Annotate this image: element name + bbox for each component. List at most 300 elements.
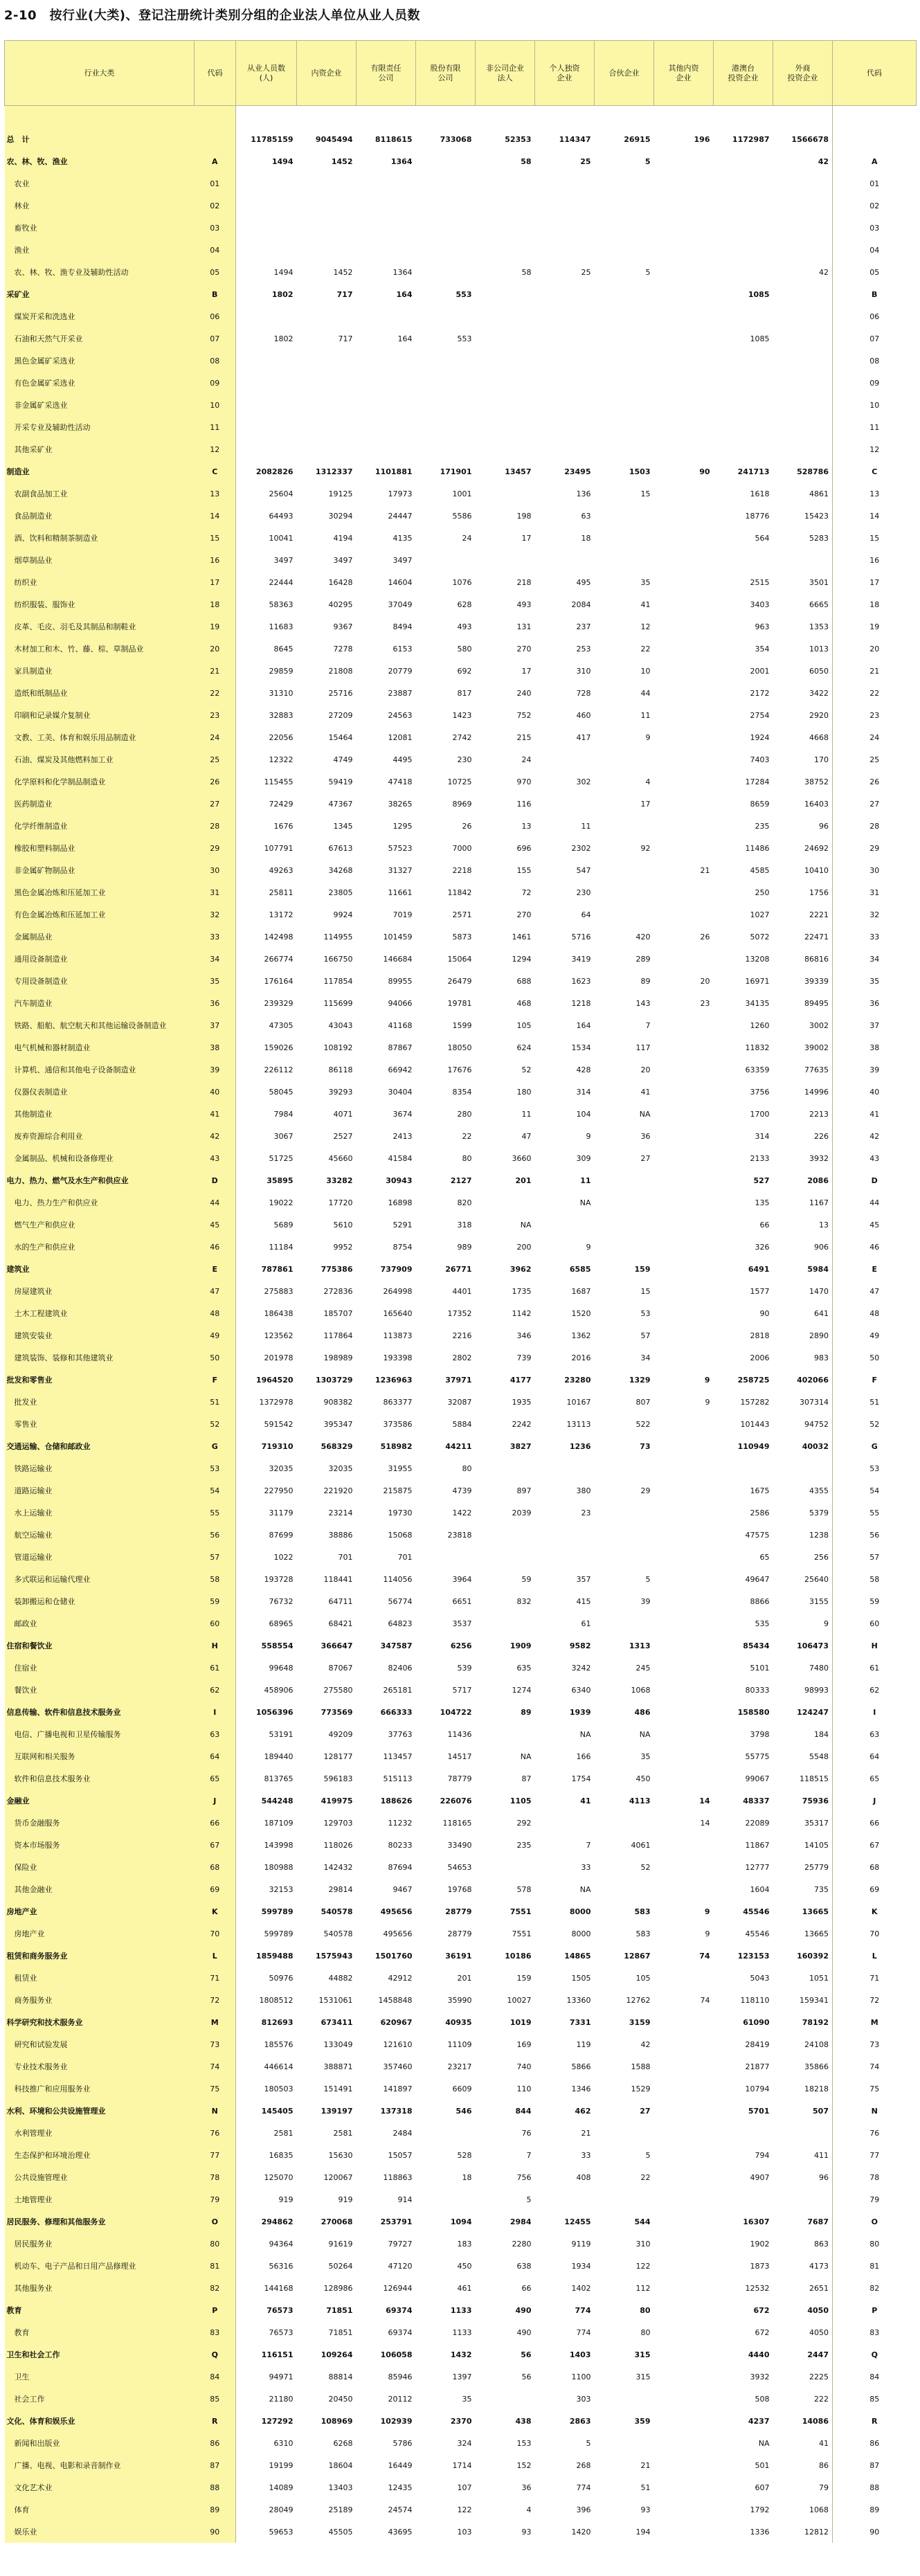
value-cell: 16307: [743, 2217, 770, 2226]
value-cell: 41584: [388, 1153, 413, 1163]
value-cell: 185707: [323, 1308, 353, 1318]
code-cell: 13: [195, 483, 236, 505]
value-cell: 539: [457, 1663, 472, 1673]
value-cell: 19730: [388, 1508, 413, 1517]
value-cell: 717: [338, 334, 353, 343]
value-cell: [297, 106, 357, 129]
code-cell: I: [833, 1701, 917, 1723]
value-cell: 527: [753, 1176, 770, 1185]
table-row: [5, 1546, 917, 1568]
value-cell: [357, 394, 416, 416]
value-cell: 1714: [452, 2460, 472, 2470]
value-cell: 9: [645, 732, 651, 742]
industry-cell: 房地产业: [5, 1900, 195, 1922]
value-cell: [595, 815, 654, 837]
value-cell: 9952: [333, 1242, 353, 1252]
value-cell: 101459: [383, 932, 413, 942]
code-cell: L: [833, 1945, 917, 1967]
table-row: [5, 195, 917, 217]
code-cell: 16: [195, 549, 236, 571]
value-cell: 6268: [333, 2438, 353, 2448]
industry-cell: 金属制品、机械和设备修理业: [5, 1147, 195, 1169]
section-row: [5, 1701, 917, 1723]
value-cell: [535, 106, 595, 129]
value-cell: 49647: [745, 1574, 770, 1584]
value-cell: [297, 239, 357, 261]
value-cell: [595, 372, 654, 394]
value-cell: 193398: [383, 1353, 413, 1362]
table-row: [5, 793, 917, 815]
value-cell: 1402: [571, 2283, 591, 2293]
value-cell: 158580: [737, 1707, 770, 1717]
value-cell: 2280: [512, 2239, 532, 2249]
value-cell: 501: [755, 2460, 770, 2470]
value-cell: 151491: [323, 2084, 353, 2093]
industry-cell: 化学纤维制造业: [5, 815, 195, 837]
value-cell: 583: [634, 1907, 651, 1916]
code-cell: 40: [195, 1081, 236, 1103]
value-cell: 607: [755, 2483, 770, 2492]
industry-cell: 渔业: [5, 239, 195, 261]
value-cell: 3403: [750, 600, 770, 609]
industry-cell: 石油和天然气开采业: [5, 327, 195, 350]
value-cell: 25189: [328, 2505, 353, 2514]
value-cell: [773, 239, 833, 261]
value-cell: 3242: [571, 1663, 591, 1673]
value-cell: 3497: [393, 555, 413, 565]
value-cell: 14996: [804, 1087, 829, 1097]
value-cell: [654, 2033, 714, 2055]
industry-cell: 造纸和纸制品业: [5, 682, 195, 704]
value-cell: [595, 350, 654, 372]
table-row: [5, 416, 917, 438]
value-cell: 24563: [388, 710, 413, 720]
value-cell: 226112: [264, 1065, 294, 1074]
value-cell: 7: [526, 2150, 532, 2160]
value-cell: 33: [581, 1862, 591, 1872]
value-cell: 12: [640, 622, 651, 631]
value-cell: [654, 1413, 714, 1435]
value-cell: 1902: [750, 2239, 770, 2249]
industry-cell: 科学研究和技术服务业: [5, 2011, 195, 2033]
value-cell: 90: [699, 467, 710, 476]
value-cell: 310: [576, 666, 591, 676]
code-cell: 04: [195, 239, 236, 261]
table-row: [5, 217, 917, 239]
value-cell: 2218: [452, 865, 472, 875]
value-cell: 495: [576, 577, 591, 587]
value-cell: 6491: [748, 1264, 770, 1274]
code-cell: 28: [195, 815, 236, 837]
value-cell: 774: [576, 2483, 591, 2492]
value-cell: [416, 239, 476, 261]
code-cell: 24: [195, 726, 236, 748]
table-row: [5, 1679, 917, 1701]
value-cell: 66942: [388, 1065, 413, 1074]
value-cell: [654, 2343, 714, 2366]
value-cell: 1924: [750, 732, 770, 742]
value-cell: 1346: [571, 2084, 591, 2093]
value-cell: 66: [521, 2283, 532, 2293]
value-cell: 14086: [802, 2416, 829, 2426]
value-cell: 3067: [273, 1131, 294, 1141]
value-cell: [236, 195, 297, 217]
code-cell: 80: [833, 2233, 917, 2255]
value-cell: 39293: [328, 1087, 353, 1097]
value-cell: [773, 350, 833, 372]
value-cell: 35317: [804, 1818, 829, 1828]
value-cell: 235: [516, 1840, 532, 1850]
code-cell: 43: [195, 1147, 236, 1169]
value-cell: 6050: [809, 666, 829, 676]
code-cell: 59: [833, 1590, 917, 1612]
code-cell: 22: [833, 682, 917, 704]
industry-cell: 卫生: [5, 2366, 195, 2388]
code-cell: 57: [833, 1546, 917, 1568]
value-cell: [476, 239, 535, 261]
value-cell: [654, 837, 714, 859]
value-cell: 696: [516, 843, 532, 853]
value-cell: 7984: [273, 1109, 294, 1119]
table-row: [5, 1324, 917, 1346]
code-cell: 67: [833, 1834, 917, 1856]
value-cell: 21877: [745, 2062, 770, 2071]
value-cell: 357460: [383, 2062, 413, 2071]
value-cell: 5283: [809, 533, 829, 543]
value-cell: 294862: [261, 2217, 294, 2226]
value-cell: [416, 261, 476, 283]
value-cell: 18604: [328, 2460, 353, 2470]
code-cell: 64: [195, 1745, 236, 1767]
value-cell: 1312337: [315, 467, 353, 476]
value-cell: [654, 682, 714, 704]
code-cell: 46: [195, 1236, 236, 1258]
value-cell: 89955: [388, 976, 413, 986]
value-cell: 54653: [447, 1862, 472, 1872]
code-cell: 57: [195, 1546, 236, 1568]
value-cell: 1700: [750, 1109, 770, 1119]
value-cell: [595, 283, 654, 305]
value-cell: 21: [581, 2128, 591, 2138]
code-cell: 01: [833, 172, 917, 195]
code-cell: B: [833, 283, 917, 305]
value-cell: 908382: [323, 1397, 353, 1407]
code-cell: P: [833, 2299, 917, 2321]
industry-cell: 商务服务业: [5, 1989, 195, 2011]
value-cell: 6256: [450, 1641, 472, 1650]
value-cell: 26: [700, 932, 710, 942]
value-cell: 23217: [447, 2062, 472, 2071]
value-cell: 1756: [809, 888, 829, 897]
value-cell: 468: [516, 998, 532, 1008]
value-cell: 221920: [323, 1486, 353, 1495]
value-cell: 303: [576, 2394, 591, 2404]
value-cell: [654, 438, 714, 460]
table-row: [5, 483, 917, 505]
value-cell: NA: [639, 1729, 651, 1739]
value-cell: 184: [814, 1729, 829, 1739]
value-cell: 5866: [571, 2062, 591, 2071]
value-cell: 17973: [388, 489, 413, 498]
value-cell: [654, 2277, 714, 2299]
code-cell: 70: [195, 1922, 236, 1945]
value-cell: 666333: [380, 1707, 413, 1717]
value-cell: 71851: [326, 2305, 353, 2315]
value-cell: 1802: [273, 334, 294, 343]
value-cell: 1236: [569, 1441, 591, 1451]
table-row: [5, 1502, 917, 1524]
value-cell: 3002: [809, 1020, 829, 1030]
value-cell: [297, 372, 357, 394]
code-cell: 55: [833, 1502, 917, 1524]
value-cell: 583: [635, 1929, 651, 1938]
value-cell: 3537: [452, 1619, 472, 1628]
value-cell: 450: [457, 2261, 472, 2271]
value-cell: [416, 195, 476, 217]
value-cell: 30294: [328, 511, 353, 521]
value-cell: 183: [457, 2239, 472, 2249]
value-cell: 2581: [333, 2128, 353, 2138]
value-cell: 2754: [750, 710, 770, 720]
code-cell: 03: [195, 217, 236, 239]
value-cell: 673411: [321, 2017, 353, 2027]
code-cell: 51: [833, 1391, 917, 1413]
value-cell: [714, 438, 773, 460]
value-cell: 983: [814, 1353, 829, 1362]
value-cell: 10725: [447, 777, 472, 786]
code-cell: 88: [195, 2476, 236, 2498]
value-cell: 15064: [447, 954, 472, 964]
value-cell: 23818: [447, 1530, 472, 1540]
value-cell: 2221: [809, 910, 829, 919]
value-cell: 171901: [440, 467, 472, 476]
value-cell: 2447: [807, 2350, 829, 2359]
value-cell: 10186: [505, 1951, 532, 1961]
value-cell: 9582: [569, 1641, 591, 1650]
value-cell: NA: [579, 1198, 591, 1207]
value-cell: 13665: [804, 1929, 829, 1938]
value-cell: [595, 1878, 654, 1900]
value-cell: 787861: [261, 1264, 294, 1274]
value-cell: 1566678: [791, 134, 829, 144]
value-cell: 89: [640, 976, 651, 986]
value-cell: 578: [516, 1884, 532, 1894]
value-cell: 1494: [273, 267, 294, 277]
value-cell: 508: [755, 2394, 770, 2404]
value-cell: 17720: [328, 1198, 353, 1207]
value-cell: 20: [640, 1065, 651, 1074]
value-cell: 106473: [797, 1641, 829, 1650]
value-cell: [236, 217, 297, 239]
value-cell: [654, 1745, 714, 1767]
value-cell: 187109: [264, 1818, 294, 1828]
industry-cell: 煤炭开采和洗选业: [5, 305, 195, 327]
value-cell: 4: [526, 2505, 532, 2514]
value-cell: 13: [819, 1220, 829, 1230]
code-cell: 54: [833, 1479, 917, 1502]
code-cell: 09: [833, 372, 917, 394]
table-row: [5, 837, 917, 859]
value-cell: 49263: [269, 865, 294, 875]
value-cell: 14105: [804, 1840, 829, 1850]
value-cell: 226076: [440, 1796, 472, 1805]
table-row: [5, 970, 917, 992]
section-row: [5, 1945, 917, 1967]
value-cell: 3932: [809, 1153, 829, 1163]
value-cell: [535, 195, 595, 217]
code-cell: 84: [195, 2366, 236, 2388]
value-cell: 80: [640, 2305, 651, 2315]
table-body: [5, 106, 917, 2543]
code-cell: 12: [833, 438, 917, 460]
value-cell: 366647: [321, 1641, 353, 1650]
value-cell: 27209: [328, 710, 353, 720]
table-row: [5, 992, 917, 1014]
value-cell: 13360: [566, 1995, 591, 2005]
value-cell: [476, 372, 535, 394]
value-cell: [595, 859, 654, 881]
code-cell: M: [195, 2011, 236, 2033]
value-cell: 198: [516, 511, 532, 521]
value-cell: 105: [635, 1973, 651, 1983]
value-cell: 32153: [269, 1884, 294, 1894]
value-cell: 275883: [264, 1286, 294, 1296]
value-cell: 28779: [447, 1929, 472, 1938]
table-row: [5, 1612, 917, 1634]
code-cell: 31: [195, 881, 236, 903]
value-cell: 540578: [321, 1907, 353, 1916]
value-cell: 39002: [804, 1043, 829, 1052]
value-cell: [297, 305, 357, 327]
table-row: [5, 1103, 917, 1125]
code-cell: 65: [833, 1767, 917, 1790]
value-cell: 87067: [328, 1663, 353, 1673]
value-cell: 139197: [321, 2106, 353, 2116]
value-cell: 1105: [509, 1796, 532, 1805]
value-cell: 1618: [750, 489, 770, 498]
value-cell: 47418: [388, 777, 413, 786]
value-cell: 119: [576, 2039, 591, 2049]
value-cell: 89495: [804, 998, 829, 1008]
code-cell: 09: [195, 372, 236, 394]
value-cell: 4177: [509, 1375, 532, 1385]
code-cell: 53: [833, 1457, 917, 1479]
code-cell: 78: [195, 2166, 236, 2188]
value-cell: 2651: [809, 2283, 829, 2293]
section-row: [5, 1169, 917, 1191]
value-cell: 807: [635, 1397, 651, 1407]
code-cell: [833, 106, 917, 129]
value-cell: 87694: [388, 1862, 413, 1872]
industry-cell: 土地管理业: [5, 2188, 195, 2210]
value-cell: 11661: [388, 888, 413, 897]
code-cell: 07: [195, 327, 236, 350]
code-cell: 71: [833, 1967, 917, 1989]
value-cell: 9467: [393, 1884, 413, 1894]
value-cell: 14089: [269, 2483, 294, 2492]
value-cell: 2527: [333, 1131, 353, 1141]
industry-cell: 电信、广播电视和卫星传输服务: [5, 1723, 195, 1745]
value-cell: 109264: [321, 2350, 353, 2359]
code-cell: G: [195, 1435, 236, 1457]
value-cell: 2302: [571, 843, 591, 853]
value-cell: [773, 327, 833, 350]
code-cell: 23: [195, 704, 236, 726]
value-cell: 15464: [328, 732, 353, 742]
code-cell: 60: [195, 1612, 236, 1634]
value-cell: 28779: [445, 1907, 472, 1916]
industry-cell: 住宿业: [5, 1657, 195, 1679]
value-cell: 23: [700, 998, 710, 1008]
value-cell: 5786: [393, 2438, 413, 2448]
value-cell: [476, 195, 535, 217]
section-row: [5, 1634, 917, 1657]
value-cell: 106058: [380, 2350, 413, 2359]
value-cell: 1397: [452, 2372, 472, 2381]
industry-cell: 农业: [5, 172, 195, 195]
industry-cell: 土木工程建筑业: [5, 1302, 195, 1324]
value-cell: [714, 239, 773, 261]
value-cell: [773, 2188, 833, 2210]
value-cell: [595, 217, 654, 239]
value-cell: 620967: [380, 2017, 413, 2027]
value-cell: [654, 1169, 714, 1191]
code-cell: 66: [195, 1812, 236, 1834]
value-cell: 1529: [631, 2084, 651, 2093]
value-cell: 1353: [809, 622, 829, 631]
code-cell: 77: [833, 2144, 917, 2166]
code-cell: 30: [833, 859, 917, 881]
table-row: [5, 1413, 917, 1435]
value-cell: 164: [397, 334, 413, 343]
code-cell: 11: [833, 416, 917, 438]
table-row: [5, 2033, 917, 2055]
value-cell: 388871: [323, 2062, 353, 2071]
value-cell: 11842: [447, 888, 472, 897]
value-cell: 128177: [323, 1751, 353, 1761]
value-cell: 34: [640, 1353, 651, 1362]
value-cell: [654, 2233, 714, 2255]
value-cell: 11486: [745, 843, 770, 853]
value-cell: 144168: [264, 2283, 294, 2293]
value-cell: 64711: [328, 1596, 353, 1606]
value-cell: 3798: [750, 1729, 770, 1739]
value-cell: [476, 106, 535, 129]
value-cell: 794: [755, 2150, 770, 2160]
value-cell: [654, 1081, 714, 1103]
value-cell: 43695: [388, 2527, 413, 2537]
value-cell: 2863: [569, 2416, 591, 2426]
value-cell: 39339: [804, 976, 829, 986]
value-cell: 146684: [383, 954, 413, 964]
code-cell: 81: [195, 2255, 236, 2277]
value-cell: 1423: [452, 710, 472, 720]
value-cell: 4861: [809, 489, 829, 498]
value-cell: 253: [576, 644, 591, 654]
value-cell: 8118615: [375, 134, 413, 144]
code-cell: 50: [833, 1346, 917, 1369]
value-cell: 8645: [273, 644, 294, 654]
value-cell: 7480: [809, 1663, 829, 1673]
value-cell: 157282: [740, 1397, 770, 1407]
value-cell: 1133: [452, 2327, 472, 2337]
code-cell: 12: [195, 438, 236, 460]
value-cell: 1001: [452, 489, 472, 498]
value-cell: 7687: [807, 2217, 829, 2226]
value-cell: 490: [515, 2305, 532, 2315]
value-cell: 11: [581, 821, 591, 831]
value-cell: [535, 1546, 595, 1568]
